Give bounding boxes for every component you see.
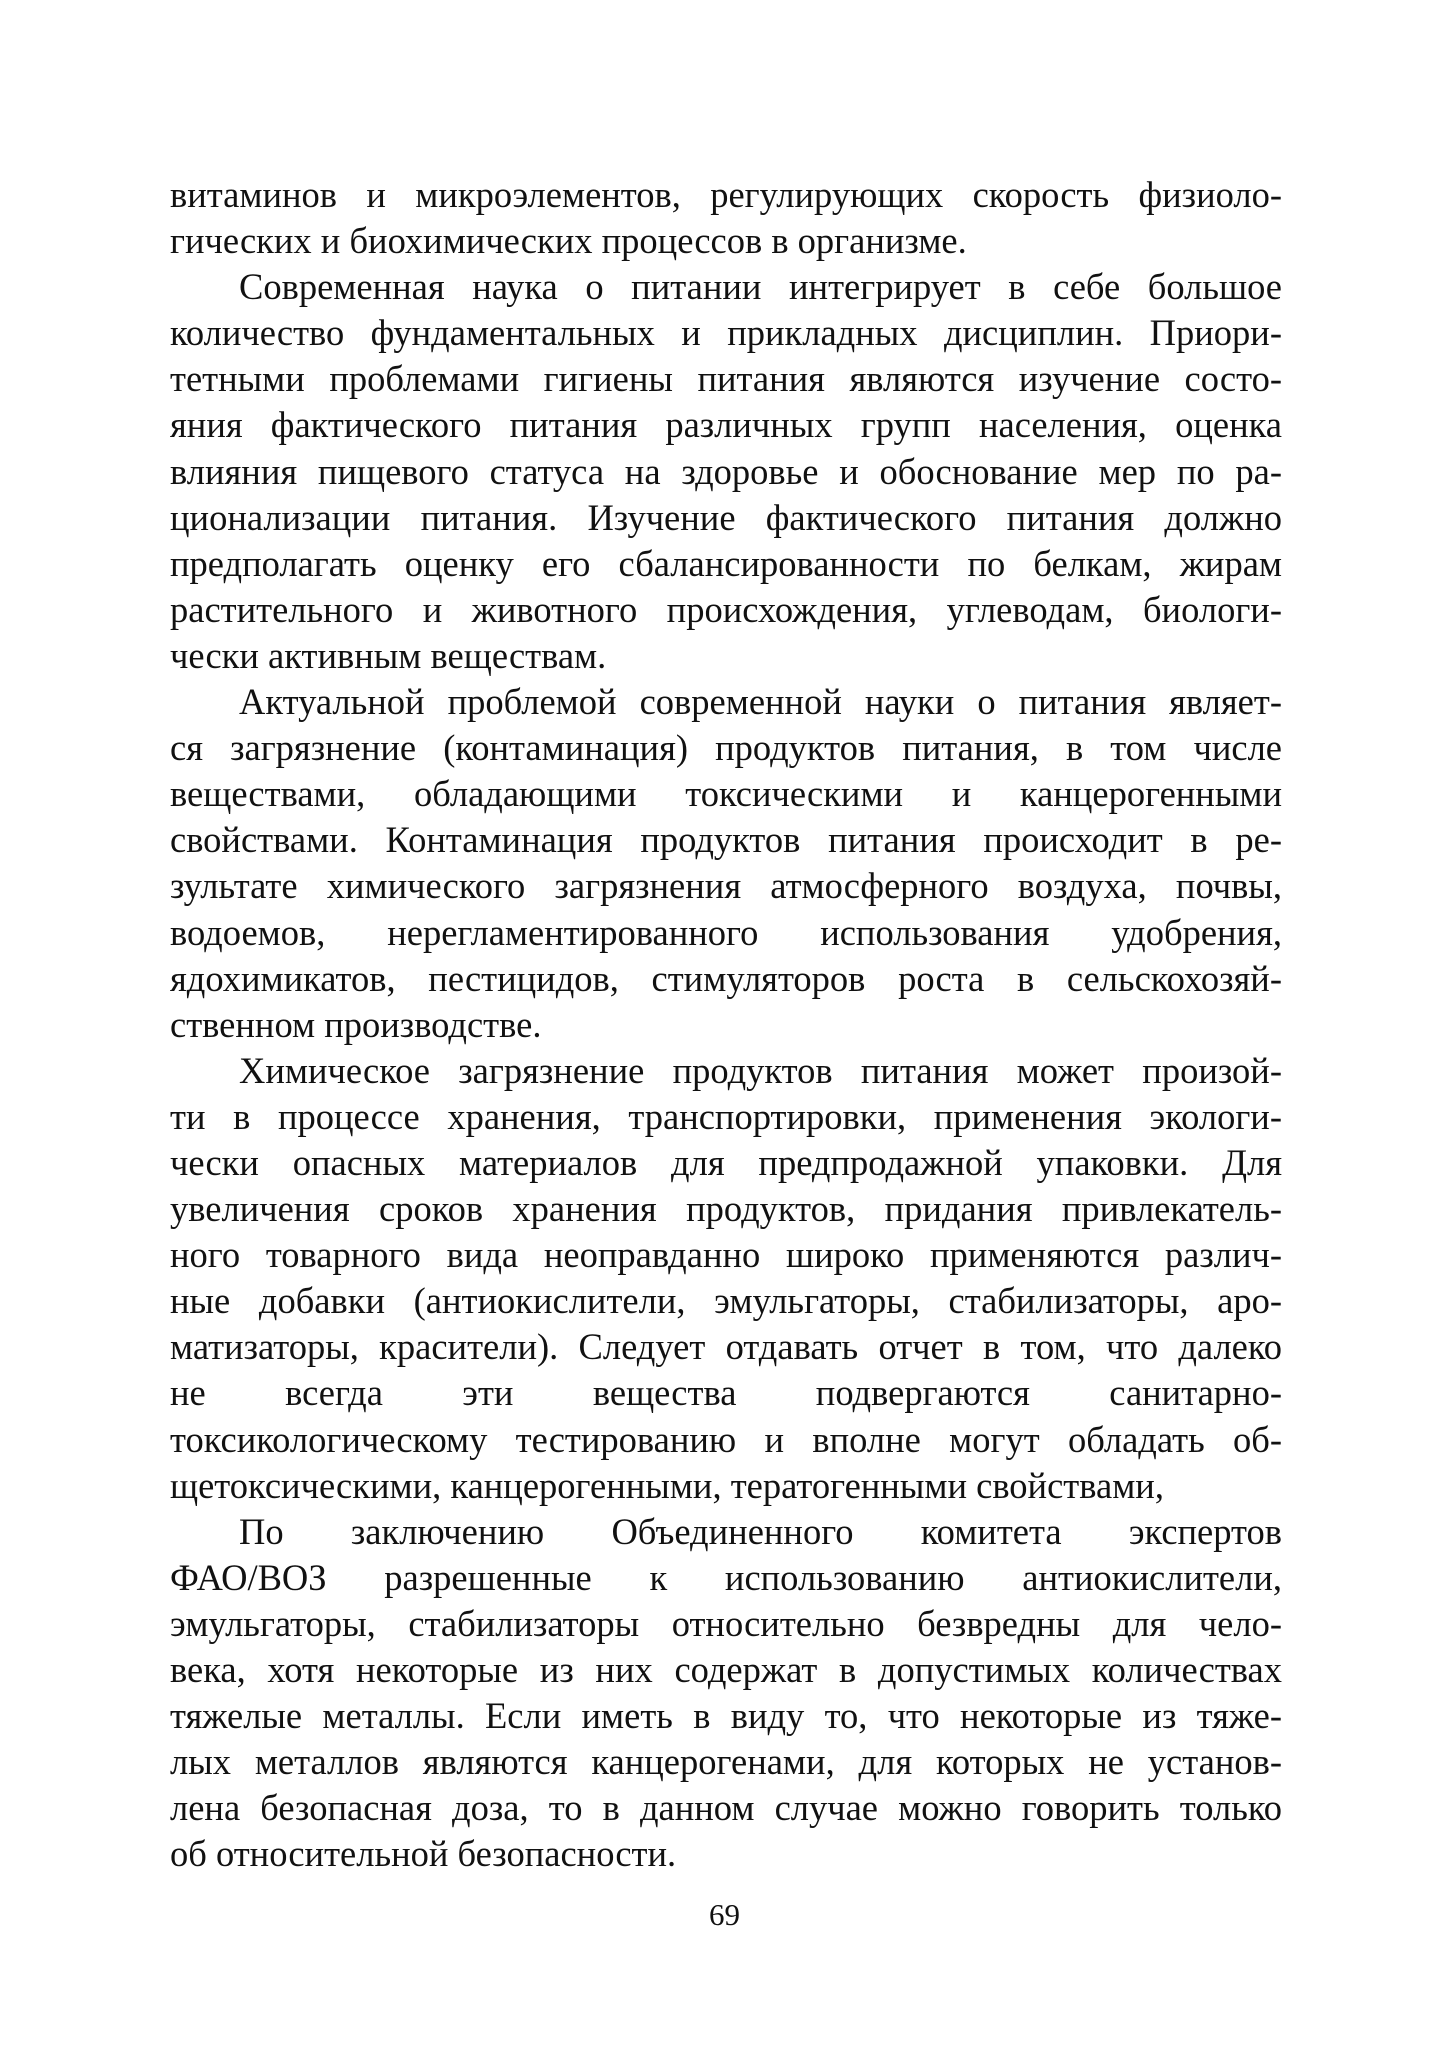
text-line: эмульгаторы, стабилизаторы относительно безвредны для чело- [170, 1602, 1282, 1644]
text-line: тяжелые металлы. Если иметь в виду то, что некоторые из тяже- [170, 1695, 1282, 1737]
text-line: Современная наука о питании интегрирует в себе большое [239, 266, 1282, 308]
text-line: количество фундаментальных и прикладных дисциплин. Приори- [170, 312, 1282, 354]
text-line: Актуальной проблемой современной науки о питания являет- [239, 681, 1282, 723]
text-line: ные добавки (антиокислители, эмульгаторы, стабилизаторы, аро- [170, 1280, 1282, 1322]
text-line: гических и биохимических процессов в организме. [170, 220, 967, 262]
text-line: лена безопасная доза, то в данном случае можно говорить только [170, 1787, 1282, 1829]
text-line: лых металлов являются канцерогенами, для которых не установ- [170, 1741, 1282, 1783]
text-line: ционализации питания. Изучение фактического питания должно [170, 496, 1282, 538]
text-line: матизаторы, красители). Следует отдавать отчет в том, что далеко [170, 1326, 1282, 1368]
text-line: предполагать оценку его сбалансированности по белкам, жирам [170, 542, 1282, 584]
text-line: тетными проблемами гигиены питания являются изучение состо- [170, 358, 1282, 400]
text-line: века, хотя некоторые из них содержат в допустимых количествах [170, 1649, 1282, 1690]
paragraph [170, 679, 1282, 1048]
text-line: влияния пищевого статуса на здоровье и обоснование мер по ра- [170, 450, 1282, 492]
text-line: ФАО/ВОЗ разрешенные к использованию антиокислители, [170, 1556, 1282, 1598]
text-line: чески активным веществам. [170, 634, 607, 676]
text-line: чески опасных материалов для предпродажной упаковки. Для [170, 1141, 1282, 1183]
text-line: ядохимикатов, пестицидов, стимуляторов роста в сельскохозяй- [170, 957, 1282, 999]
text-line: ся загрязнение (контаминация) продуктов питания, в том числе [170, 727, 1282, 769]
page-number: 69 [709, 1897, 740, 1932]
text-line: щетоксическими, канцерогенными, тератогенными свойствами, [170, 1464, 1164, 1506]
text-line: Химическое загрязнение продуктов питания может произой- [239, 1049, 1282, 1091]
text-line: свойствами. Контаминация продуктов питания происходит в ре- [170, 819, 1282, 861]
text-line: ти в процессе хранения, транспортировки, применения экологи- [170, 1095, 1282, 1137]
text-line: об относительной безопасности. [170, 1833, 677, 1875]
text-line: ственном производстве. [170, 1003, 542, 1045]
text-line: увеличения сроков хранения продуктов, придания привлекатель- [170, 1188, 1282, 1230]
body-text [170, 172, 1282, 1877]
text-line: По заключению Объединенного комитета экспертов [239, 1510, 1282, 1552]
paragraph [170, 172, 1282, 264]
text-line: зультате химического загрязнения атмосферного воздуха, почвы, [170, 865, 1282, 907]
text-line: витаминов и микроэлементов, регулирующих скорость физиоло- [170, 174, 1282, 215]
text-line: не всегда эти вещества подвергаются санитарно- [170, 1372, 1282, 1414]
paragraph [170, 264, 1282, 679]
paragraph [170, 1509, 1282, 1878]
text-line: веществами, обладающими токсическими и канцерогенными [170, 773, 1282, 815]
text-line: ного товарного вида неоправданно широко применяются различ- [170, 1234, 1282, 1276]
text-line: водоемов, нерегламентированного использования удобрения, [170, 911, 1282, 953]
paragraph [170, 1048, 1282, 1509]
text-line: токсикологическому тестированию и вполне могут обладать об- [170, 1418, 1282, 1460]
text-line: яния фактического питания различных групп населения, оценка [170, 404, 1282, 446]
text-line: растительного и животного происхождения, углеводам, биологи- [170, 588, 1282, 630]
